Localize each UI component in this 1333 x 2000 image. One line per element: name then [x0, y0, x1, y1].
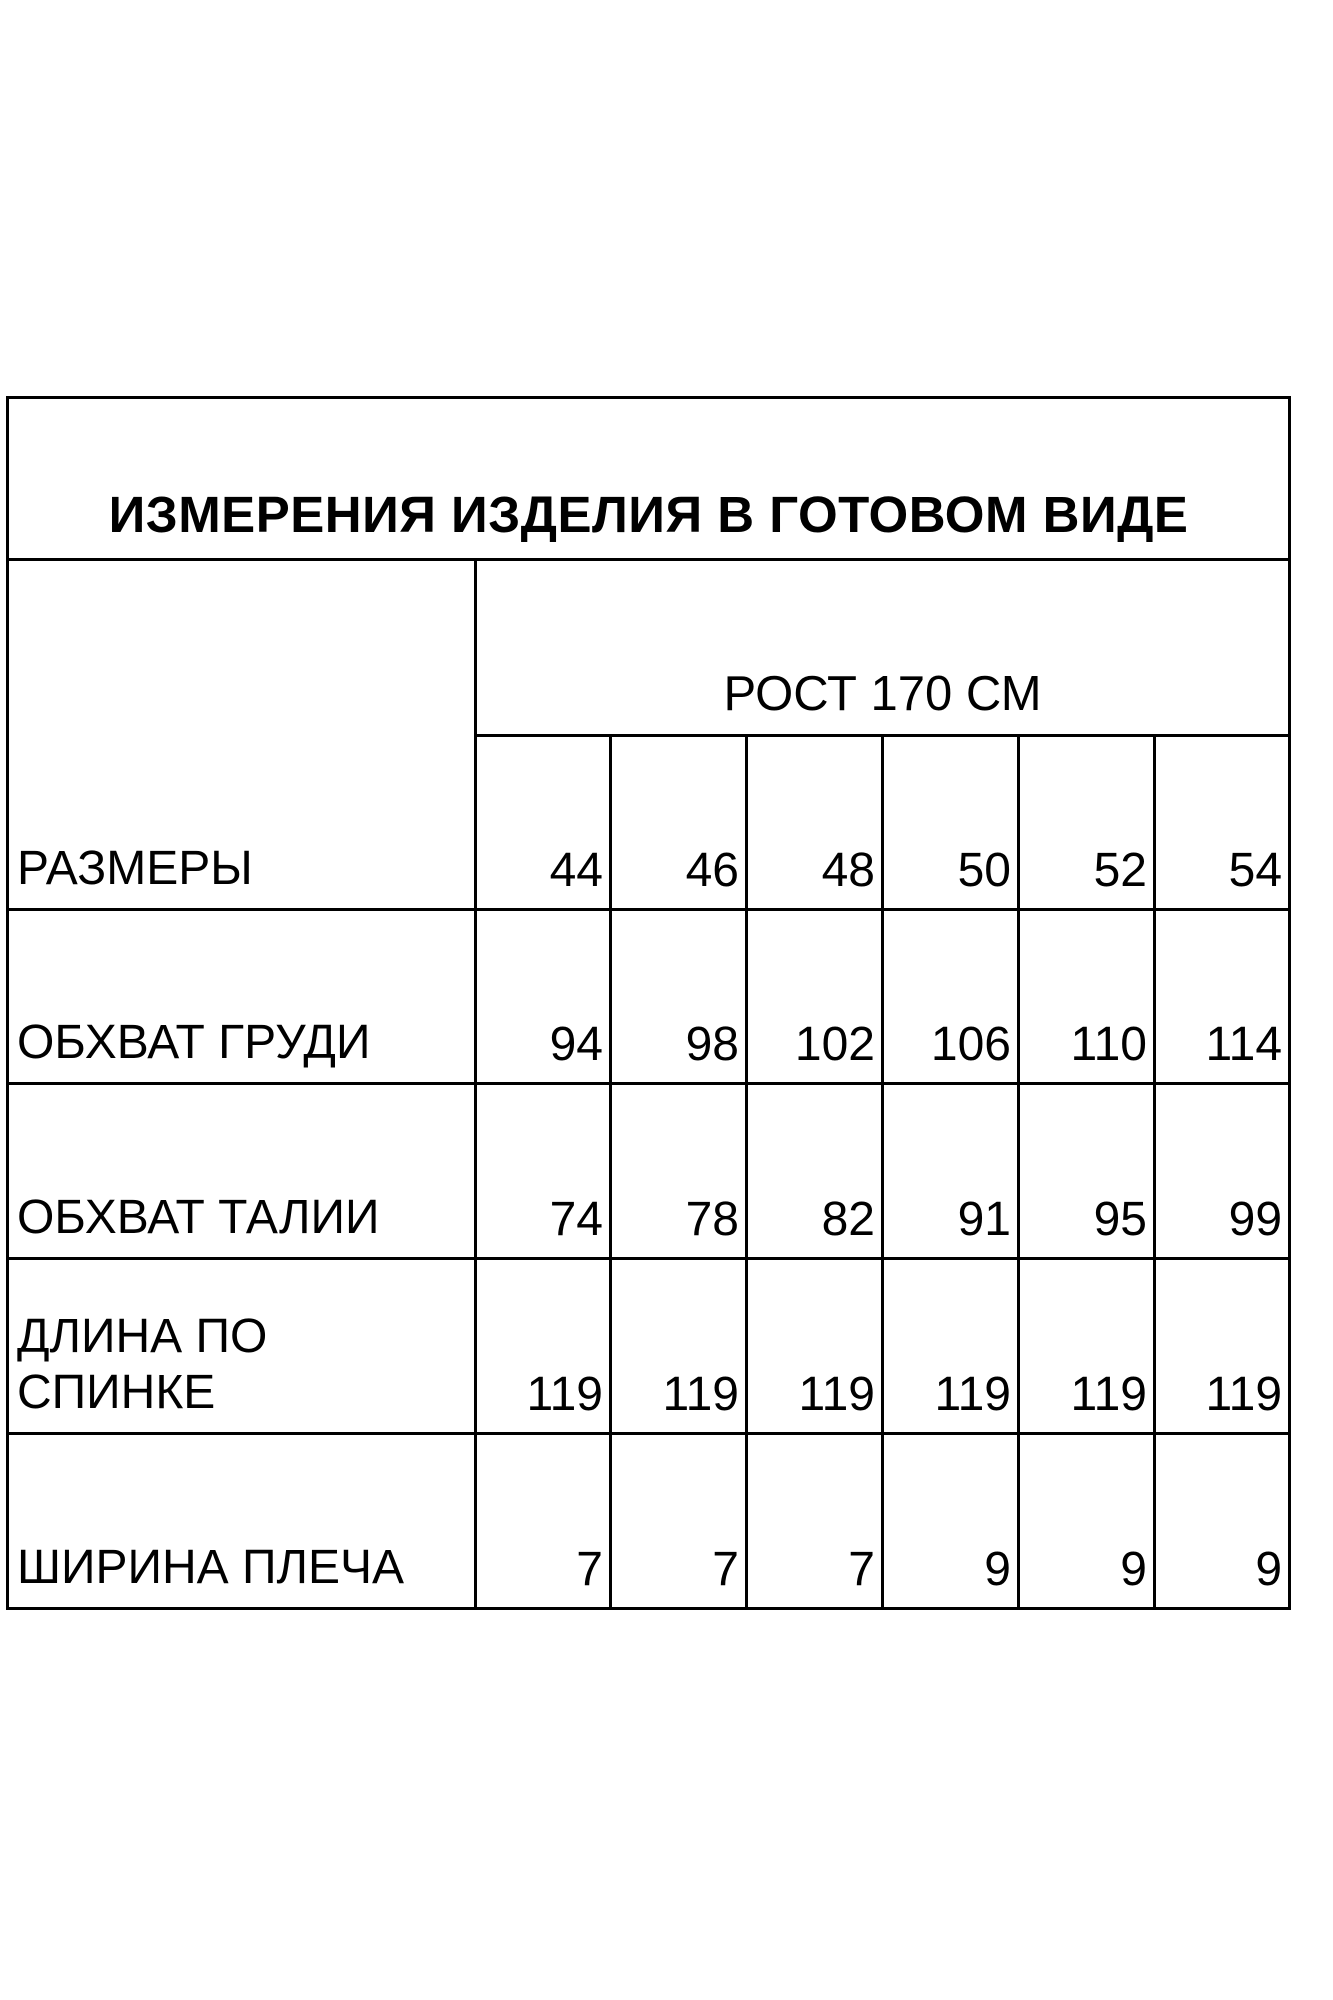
- cell-value: 52: [1019, 736, 1155, 910]
- cell-value: 54: [1155, 736, 1290, 910]
- row-label-text: ОБХВАТ ГРУДИ: [17, 1016, 371, 1070]
- cell-value: 82: [747, 1084, 883, 1259]
- cell-value: 99: [1155, 1084, 1290, 1259]
- height-label: РОСТ 170 СМ: [476, 560, 1290, 736]
- cell-value: 106: [883, 910, 1019, 1084]
- cell-value: 7: [476, 1434, 611, 1609]
- cell-value: 9: [1019, 1434, 1155, 1609]
- row-label: [8, 910, 476, 1084]
- cell-value: 119: [747, 1259, 883, 1434]
- cell-value: 9: [883, 1434, 1019, 1609]
- row-label-text: ДЛИНА ПО СПИНКЕ: [17, 1309, 268, 1420]
- cell-value: 9: [1155, 1434, 1290, 1609]
- row-label: [8, 1259, 476, 1434]
- cell-value: 119: [611, 1259, 747, 1434]
- table-title: ИЗМЕРЕНИЯ ИЗДЕЛИЯ В ГОТОВОМ ВИДЕ: [8, 398, 1290, 560]
- cell-value: 119: [476, 1259, 611, 1434]
- row-label-text: ОБХВАТ ТАЛИИ: [17, 1191, 380, 1245]
- cell-value: 114: [1155, 910, 1290, 1084]
- table-row: [8, 910, 1290, 1084]
- cell-value: 94: [476, 910, 611, 1084]
- size-chart-table: [6, 396, 1291, 1610]
- cell-value: 74: [476, 1084, 611, 1259]
- row-label-text: РАЗМЕРЫ: [17, 842, 253, 896]
- cell-value: 7: [611, 1434, 747, 1609]
- row-label-text: ШИРИНА ПЛЕЧА: [17, 1541, 405, 1595]
- row-label-sizes: [8, 560, 476, 910]
- title-row: [8, 398, 1290, 560]
- cell-value: 119: [883, 1259, 1019, 1434]
- cell-value: 7: [747, 1434, 883, 1609]
- cell-value: 78: [611, 1084, 747, 1259]
- table-row: [8, 1434, 1290, 1609]
- cell-value: 46: [611, 736, 747, 910]
- cell-value: 98: [611, 910, 747, 1084]
- cell-value: 91: [883, 1084, 1019, 1259]
- cell-value: 102: [747, 910, 883, 1084]
- row-label: [8, 1434, 476, 1609]
- table-row: [8, 1259, 1290, 1434]
- cell-value: 48: [747, 736, 883, 910]
- height-row: [8, 560, 1290, 736]
- cell-value: 119: [1019, 1259, 1155, 1434]
- cell-value: 110: [1019, 910, 1155, 1084]
- table-row: [8, 1084, 1290, 1259]
- cell-value: 44: [476, 736, 611, 910]
- row-label: [8, 1084, 476, 1259]
- cell-value: 95: [1019, 1084, 1155, 1259]
- cell-value: 50: [883, 736, 1019, 910]
- cell-value: 119: [1155, 1259, 1290, 1434]
